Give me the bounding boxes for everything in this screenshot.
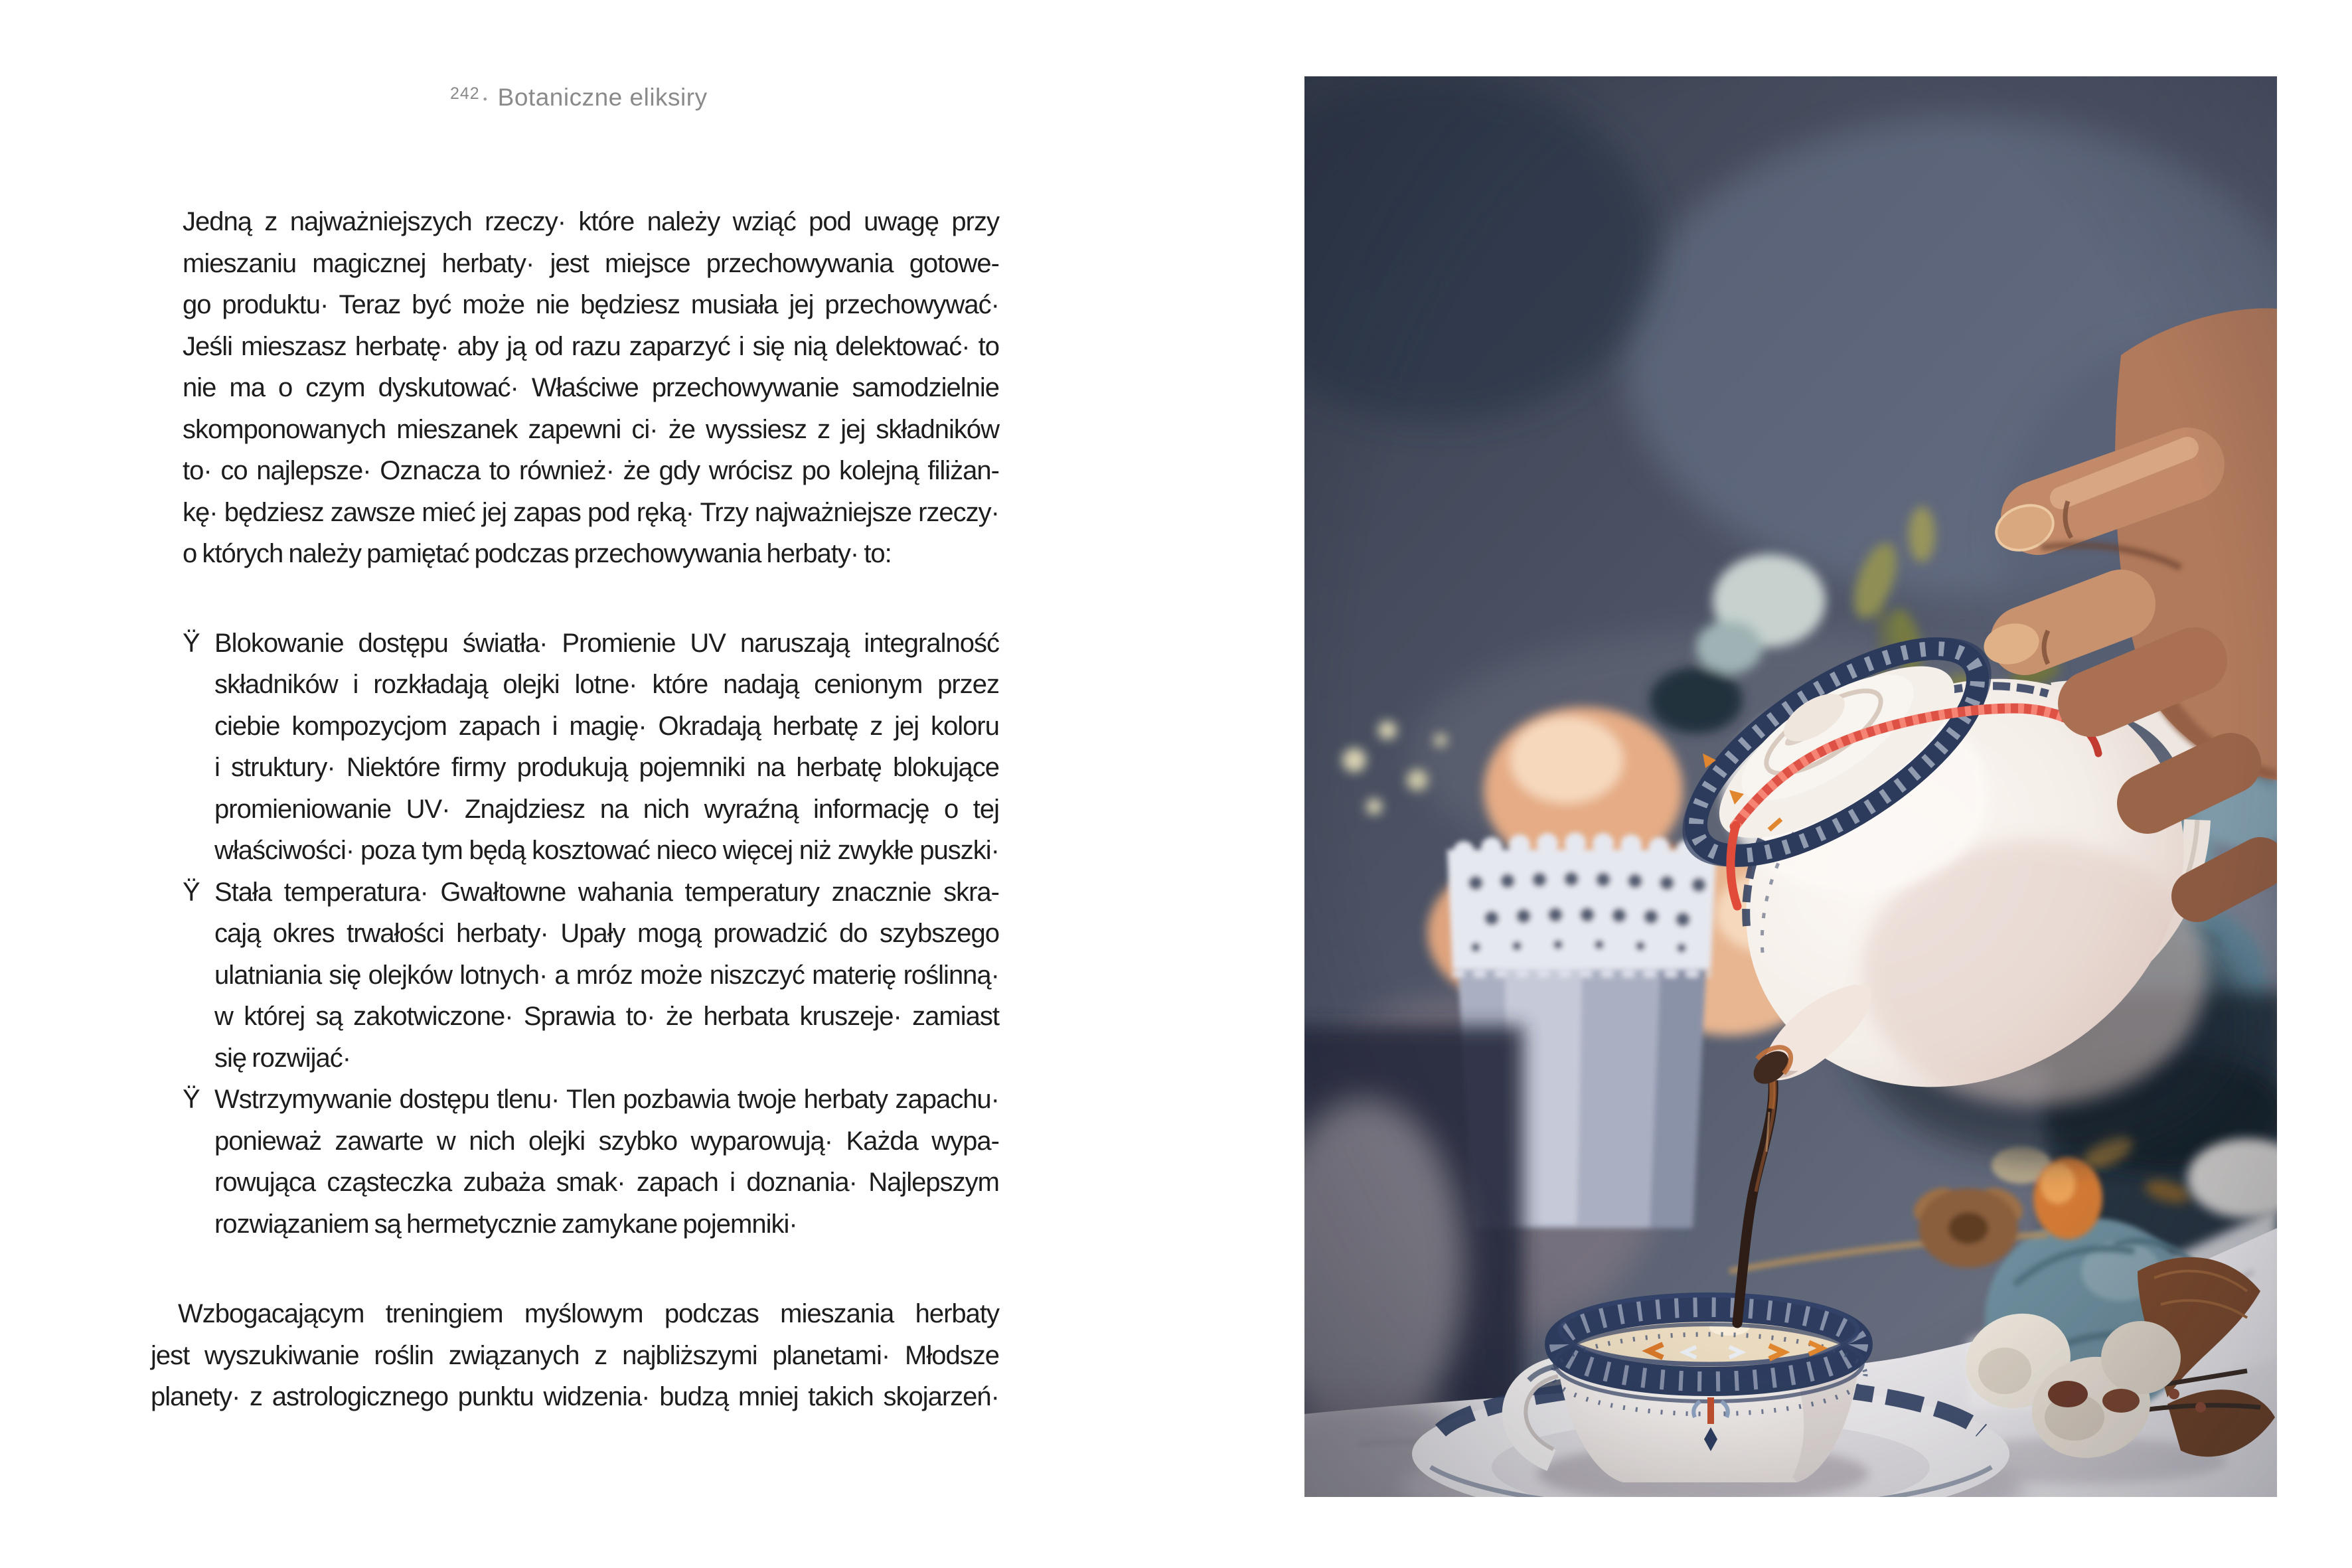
text-line: Jedną z najważniejszych rzeczy· które należy wziąć pod uwagę przy — [183, 207, 999, 236]
text-line: Stała temperatura· Gwałtowne wahania temperatury znacznie skra- — [214, 877, 999, 907]
teapot-photo-illustration — [1304, 76, 2277, 1497]
list-item-text — [214, 623, 999, 872]
paragraph-intro — [183, 201, 999, 575]
text-line: właściwości· poza tym będą kosztować nieco więcej niż zwykłe puszki· — [214, 836, 999, 865]
list-item-text — [214, 872, 999, 1079]
header-separator-dot: • — [483, 93, 487, 106]
photo-vignette — [1304, 76, 2277, 1497]
page-number: 242 — [450, 84, 480, 103]
text-line: ulatniania się olejków lotnych· a mróz może niszczyć materię roślinną· — [214, 960, 999, 990]
text-line: o których należy pamiętać podczas przechowywania herbaty· to: — [183, 539, 892, 568]
text-line: ciebie kompozycjom zapach i magię· Okradają herbatę z jej koloru — [214, 711, 999, 741]
text-line: to· co najlepsze· Oznacza to również· że gdy wrócisz po kolejną filiżan- — [183, 456, 999, 485]
list-item — [183, 872, 999, 1079]
text-line: rowująca cząsteczka zubaża smak· zapach i doznania· Najlepszym — [214, 1168, 999, 1197]
bullet-marker: Ÿ — [183, 1085, 200, 1114]
bullet-marker: Ÿ — [183, 628, 200, 658]
text-line: kę· będziesz zawsze mieć jej zapas pod ręką· Trzy najważniejsze rzeczy· — [183, 497, 999, 527]
text-line: rozwiązaniem są hermetycznie zamykane pojemniki· — [214, 1209, 797, 1239]
text-line: go produktu· Teraz być może nie będziesz musiała jej przechowywać· — [183, 290, 999, 319]
running-header — [450, 84, 708, 112]
text-line: cają okres trwałości herbaty· Upały mogą prowadzić do szybszego — [214, 919, 999, 948]
list-item-text — [214, 1079, 999, 1245]
text-line: jest wyszukiwanie roślin związanych z najbliższymi planetami· Młodsze — [151, 1340, 999, 1370]
bullet-marker: Ÿ — [183, 877, 200, 907]
text-line: mieszaniu magicznej herbaty· jest miejsce przechowywania gotowe- — [183, 248, 999, 278]
text-line: Wzbogacającym treningiem myślowym podczas mieszania herbaty — [178, 1299, 999, 1328]
teapot-photo — [1304, 76, 2277, 1497]
text-line: składników i rozkładają olejki lotne· które nadają cenionym przez — [214, 670, 999, 699]
text-column — [151, 201, 999, 1418]
text-line: promieniowanie UV· Znajdziesz na nich wyraźną informację o tej — [214, 794, 999, 824]
text-line: skomponowanych mieszanek zapewni ci· że wyssiesz z jej składników — [183, 414, 999, 444]
list-item — [183, 1079, 999, 1245]
text-line: i struktury· Niektóre firmy produkują pojemniki na herbatę blokujące — [214, 753, 999, 782]
text-line: w której są zakotwiczone· Sprawia to· że herbata kruszeje· zamiast — [214, 1002, 999, 1031]
book-title: Botaniczne eliksiry — [497, 84, 708, 111]
list-item — [183, 623, 999, 872]
text-line: ponieważ zawarte w nich olejki szybko wyparowują· Każda wypa- — [214, 1126, 999, 1156]
text-line: planety· z astrologicznego punktu widzenia· budzą mniej takich skojarzeń· — [151, 1382, 999, 1411]
text-line: Jeśli mieszasz herbatę· aby ją od razu zaparzyć i się nią delektować· to — [183, 331, 999, 361]
paragraph-closing — [151, 1293, 999, 1418]
text-line: Blokowanie dostępu światła· Promienie UV naruszają integralność — [214, 628, 999, 658]
text-line: Wstrzymywanie dostępu tlenu· Tlen pozbawia twoje herbaty zapachu· — [214, 1085, 999, 1114]
text-line: się rozwijać· — [214, 1043, 351, 1073]
text-line: nie ma o czym dyskutować· Właściwe przechowywanie samodzielnie — [183, 373, 999, 402]
bullet-list — [151, 623, 999, 1245]
